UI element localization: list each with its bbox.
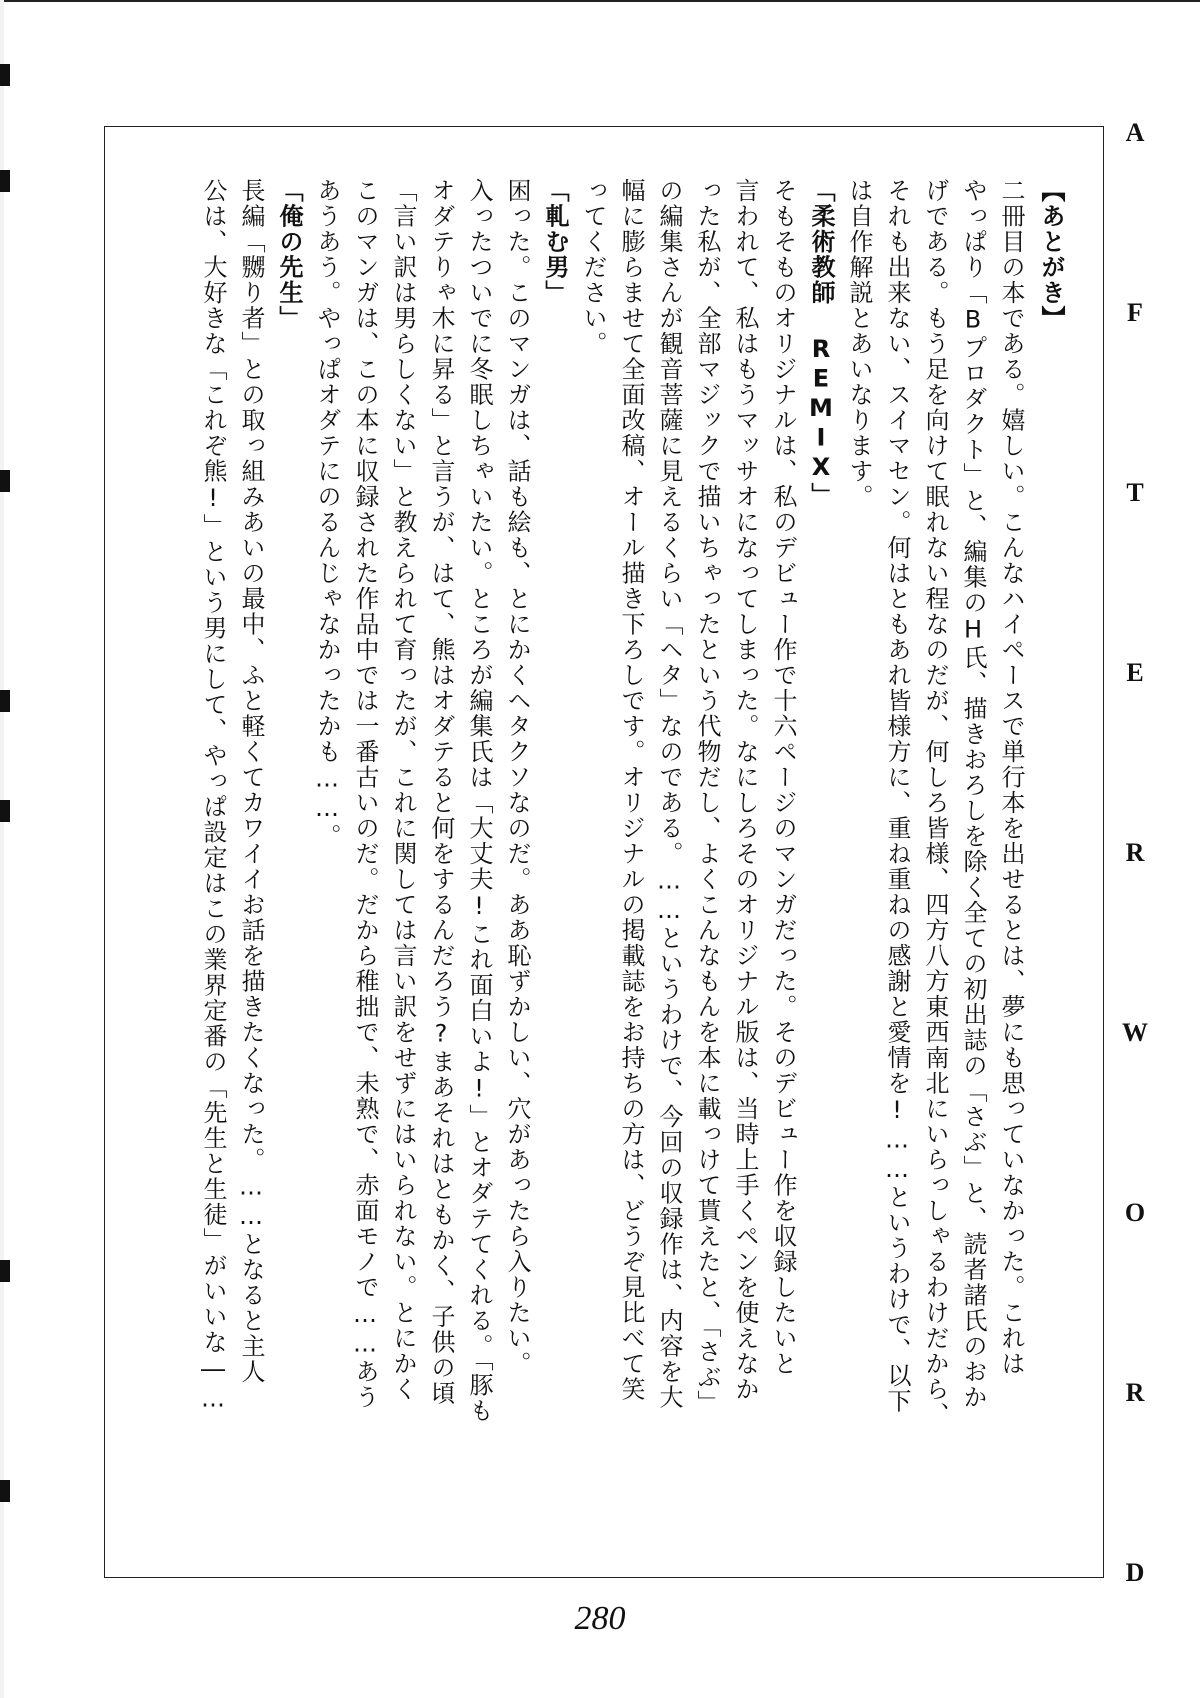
text-column: 困った。このマンガは、話も絵も、とにかくヘタクソなのだ。ああ恥ずかしい、穴があったら入りたい。 bbox=[503, 178, 531, 1377]
section-heading-jujutsu: 「柔術教師 REMIX」 bbox=[807, 178, 835, 508]
sidebar-letter: R bbox=[1125, 838, 1145, 867]
sidebar-letter: O bbox=[1124, 1198, 1146, 1227]
sidebar-letter: T bbox=[1126, 478, 1144, 507]
text-column: は自作解説とあいなります。 bbox=[845, 178, 873, 510]
section-heading-kishimu: 「軋む男」 bbox=[541, 178, 569, 306]
binding-mark bbox=[0, 170, 10, 192]
binding-mark bbox=[0, 1260, 10, 1282]
page-top-edge bbox=[0, 0, 1200, 2]
sidebar-letter: D bbox=[1125, 1558, 1145, 1587]
text-column: の編集さんが観音菩薩に見えるくらい「ヘタ」なのである。……というわけで、今回の収録作は、内容を大 bbox=[655, 178, 683, 1410]
text-column: 「言い訳は男らしくない」と教えられて育ったが、これに関しては言い訳をせずにはいられない。とにかく bbox=[389, 178, 417, 1402]
section-heading-sensei: 「俺の先生」 bbox=[275, 178, 303, 331]
text-column: 言われて、私はもうマッサオになってしまった。なにしろそのオリジナル版は、当時上手くペンを使えなか bbox=[731, 178, 759, 1402]
sidebar-letter: E bbox=[1126, 658, 1144, 687]
page-number: 280 bbox=[574, 1600, 626, 1637]
text-column: げである。もう足を向けて眠れない程なのだが、何しろ皆様、四方八方東西南北にいらっしゃるわけだから、 bbox=[921, 178, 949, 1428]
binding-mark bbox=[0, 690, 10, 712]
page-left-edge bbox=[0, 0, 4, 1698]
text-column: あうあう。やっぱオダテにのるんじゃなかったかも……。 bbox=[313, 178, 341, 849]
binding-mark bbox=[0, 800, 10, 822]
text-column: った私が、全部マジックで描いちゃったという代物だし、よくこんなもんを本に載っけて貰えたと、「さぶ」 bbox=[693, 178, 721, 1416]
text-column: 幅に膨らませて全面改稿、オール描き下ろしです。オリジナルの掲載誌をお持ちの方は、どうぞ見比べて笑 bbox=[617, 178, 645, 1402]
sidebar-letter: F bbox=[1127, 298, 1143, 327]
binding-mark bbox=[0, 470, 10, 492]
text-column: それも出来ない、スイマセン。何はともあれ皆様方に、重ね重ねの感謝と愛情を!……というわけで、以下 bbox=[883, 178, 911, 1414]
text-column: 入ったついでに冬眠しちゃいたい。ところが編集氏は「大丈夫!これ面白いよ!」とオダテてくれる。「豚も bbox=[465, 178, 493, 1424]
text-column: そもそものオリジナルは、私のデビュー作で十六ページのマンガだった。そのデビュー作を収録したいと bbox=[769, 178, 797, 1377]
text-column: オダテりゃ木に昇る」と言うが、はて、熊はオダテると何をするんだろう?まあそれはともかく、子供の頃 bbox=[427, 178, 455, 1406]
heading-afterword: 【あとがき】 bbox=[1037, 178, 1065, 331]
text-column: やっぱり「Bプロダクト」と、編集のH氏、描きおろしを除く全ての初出誌の「さぶ」と、読者諸氏のおか bbox=[959, 178, 987, 1410]
binding-mark bbox=[0, 64, 10, 86]
sidebar-letter: R bbox=[1125, 1378, 1145, 1407]
afterword-sidebar-title bbox=[1110, 118, 1160, 1588]
sidebar-letter: W bbox=[1122, 1018, 1148, 1047]
sidebar-letter: A bbox=[1125, 118, 1145, 147]
text-column: ってください。 bbox=[579, 178, 607, 357]
text-column: 公は、大好きな「これぞ熊!」という男にして、やっぱ設定はこの業界定番の「先生と生徒」がいいな―… bbox=[199, 178, 227, 1414]
binding-mark bbox=[0, 1480, 10, 1502]
text-column: 長編「嬲り者」との取っ組みあいの最中、ふと軽くてカワイイお話を描きたくなった。……となると主人 bbox=[237, 178, 265, 1385]
text-column: 二冊目の本である。嬉しい。こんなハイペースで単行本を出せるとは、夢にも思っていなかった。これは bbox=[997, 178, 1025, 1377]
text-column: このマンガは、この本に収録された作品中では一番古いのだ。だから稚拙で、未熟で、赤面モノで……あう bbox=[351, 178, 379, 1410]
